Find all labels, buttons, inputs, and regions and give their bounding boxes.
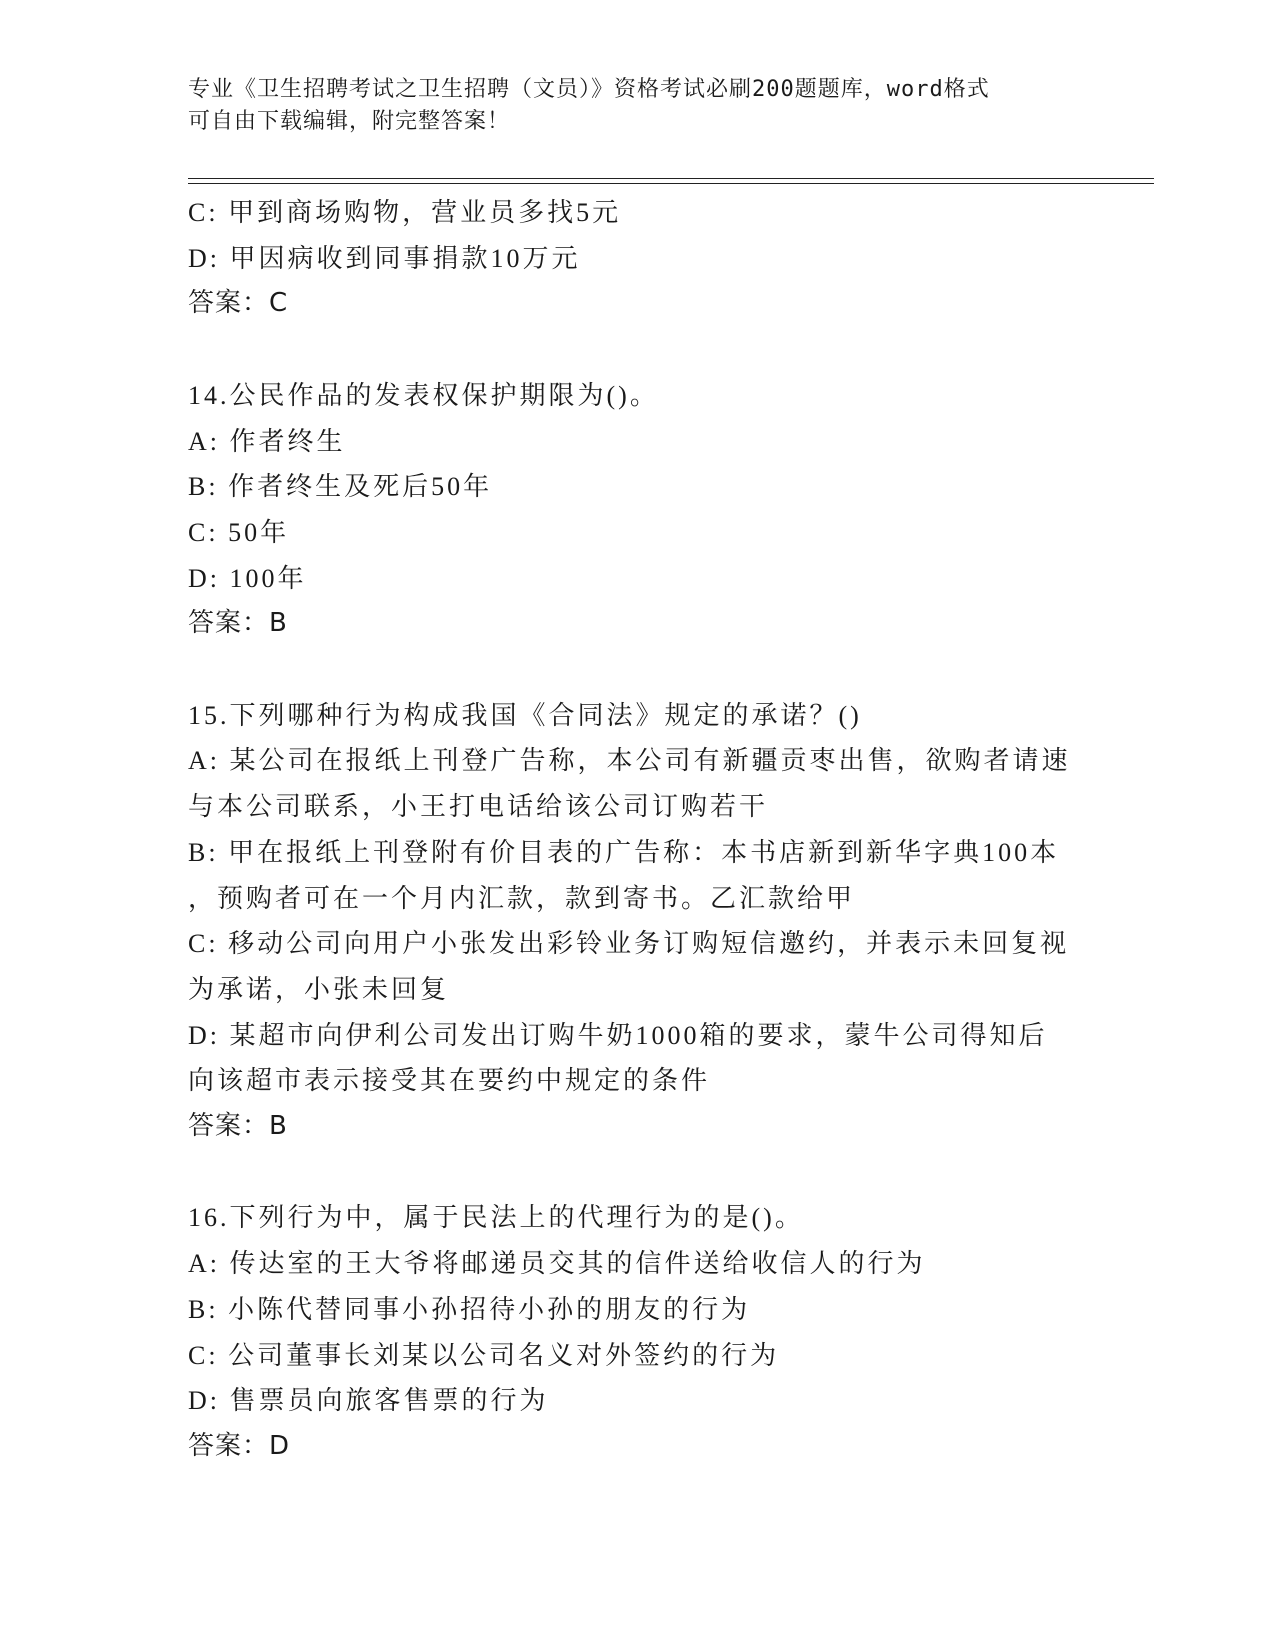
question-stem: 15.下列哪种行为构成我国《合同法》规定的承诺？() bbox=[188, 700, 862, 730]
document-header bbox=[188, 74, 1088, 138]
answer: 答案：D bbox=[188, 1430, 291, 1461]
option-a: A: 作者终生 bbox=[188, 426, 346, 456]
question-14 bbox=[188, 373, 1088, 647]
header-line-2: 可自由下载编辑，附完整答案！ bbox=[188, 109, 511, 134]
answer: 答案：C bbox=[188, 288, 289, 319]
option-c-line-1: C: 移动公司向用户小张发出彩铃业务订购短信邀约，并表示未回复视 bbox=[188, 929, 1070, 959]
question-list bbox=[188, 190, 1088, 1470]
spacer bbox=[188, 647, 1088, 693]
option-d-line-1: D: 某超市向伊利公司发出订购牛奶1000箱的要求，蒙牛公司得知后 bbox=[188, 1020, 1048, 1050]
option-b: B: 作者终生及死后50年 bbox=[188, 472, 493, 502]
question-stem: 14.公民作品的发表权保护期限为()。 bbox=[188, 380, 659, 410]
header-divider-bottom bbox=[188, 183, 1154, 184]
question-15 bbox=[188, 693, 1088, 1150]
option-a: A: 传达室的王大爷将邮递员交其的信件送给收信人的行为 bbox=[188, 1249, 926, 1279]
option-b-line-2: ，预购者可在一个月内汇款，款到寄书。乙汇款给甲 bbox=[188, 883, 856, 913]
question-13 bbox=[188, 190, 1088, 327]
option-a-line-1: A: 某公司在报纸上刊登广告称，本公司有新疆贡枣出售，欲购者请速 bbox=[188, 746, 1071, 776]
answer: 答案：B bbox=[188, 1111, 288, 1142]
header-line-1: 专业《卫生招聘考试之卫生招聘（文员）》资格考试必刷200题题库，word格式 bbox=[188, 77, 990, 102]
option-d: D: 100年 bbox=[188, 563, 307, 593]
option-b: B: 小陈代替同事小孙招待小孙的朋友的行为 bbox=[188, 1294, 751, 1324]
option-c: C: 50年 bbox=[188, 517, 290, 547]
spacer bbox=[188, 327, 1088, 373]
option-c-line-2: 为承诺，小张未回复 bbox=[188, 974, 450, 1004]
question-16 bbox=[188, 1195, 1088, 1469]
question-stem: 16.下列行为中，属于民法上的代理行为的是()。 bbox=[188, 1203, 804, 1233]
option-d: D: 售票员向旅客售票的行为 bbox=[188, 1386, 549, 1416]
option-a-line-2: 与本公司联系，小王打电话给该公司订购若干 bbox=[188, 792, 769, 822]
option-c: C: 甲到商场购物，营业员多找5元 bbox=[188, 198, 622, 227]
option-c: C: 公司董事长刘某以公司名义对外签约的行为 bbox=[188, 1340, 780, 1370]
answer: 答案：B bbox=[188, 608, 288, 639]
option-d: D: 甲因病收到同事捐款10万元 bbox=[188, 243, 581, 273]
option-d-line-2: 向该超市表示接受其在要约中规定的条件 bbox=[188, 1066, 711, 1096]
header-divider-top bbox=[188, 178, 1154, 179]
option-b-line-1: B: 甲在报纸上刊登附有价目表的广告称：本书店新到新华字典100本 bbox=[188, 837, 1060, 867]
spacer bbox=[188, 1150, 1088, 1196]
